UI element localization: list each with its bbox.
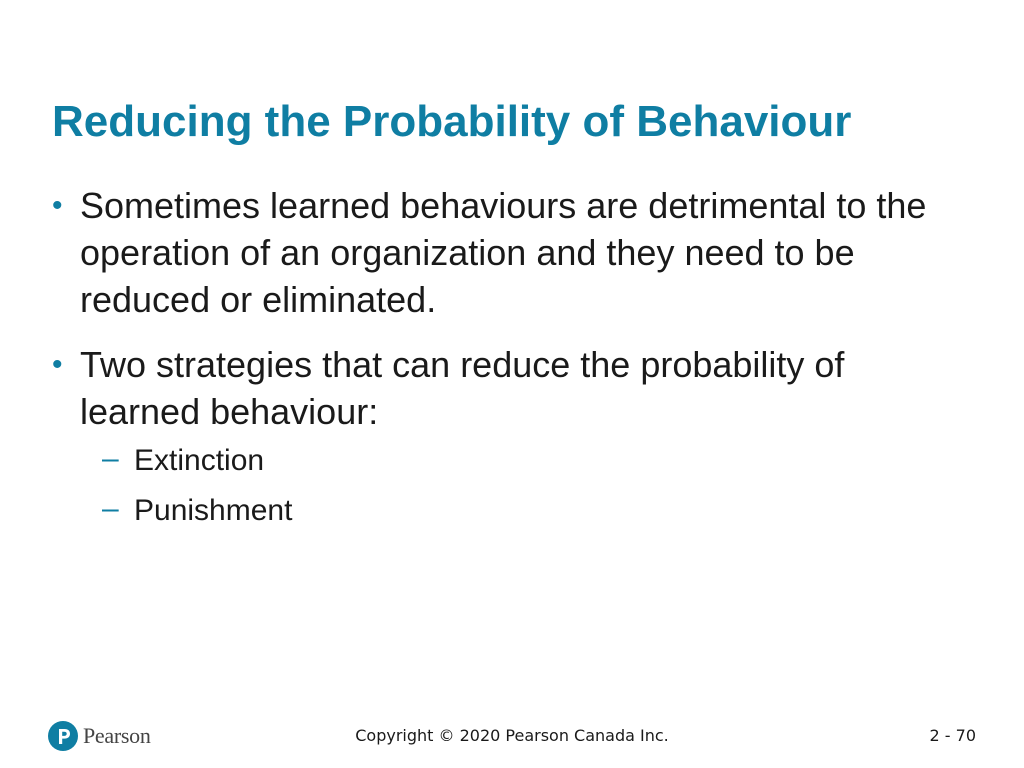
sub-text: Punishment [134,494,293,527]
bullet-marker: • [52,348,63,381]
bullet-text: Two strategies that can reduce the probability of learned behaviour: [80,344,845,432]
bullet-item [52,341,972,435]
slide-content [52,182,972,531]
slide-title: Reducing the Probability of Behaviour [52,97,852,146]
sub-item-punishment [102,491,972,531]
sub-list [52,441,972,531]
copyright-notice: Copyright © 2020 Pearson Canada Inc. [355,726,669,745]
pearson-logo-text: Pearson [83,723,151,748]
page-number: 2 - 70 [929,726,976,745]
bullet-text: Sometimes learned behaviours are detrimental to the operation of an organization and they need to be reduced or eliminated. [80,185,927,320]
sub-marker: – [102,442,119,475]
sub-text: Extinction [134,444,265,477]
sub-item-extinction [102,441,972,481]
sub-marker: – [102,492,119,525]
bullet-marker: • [52,189,63,222]
bullet-item [52,182,972,323]
